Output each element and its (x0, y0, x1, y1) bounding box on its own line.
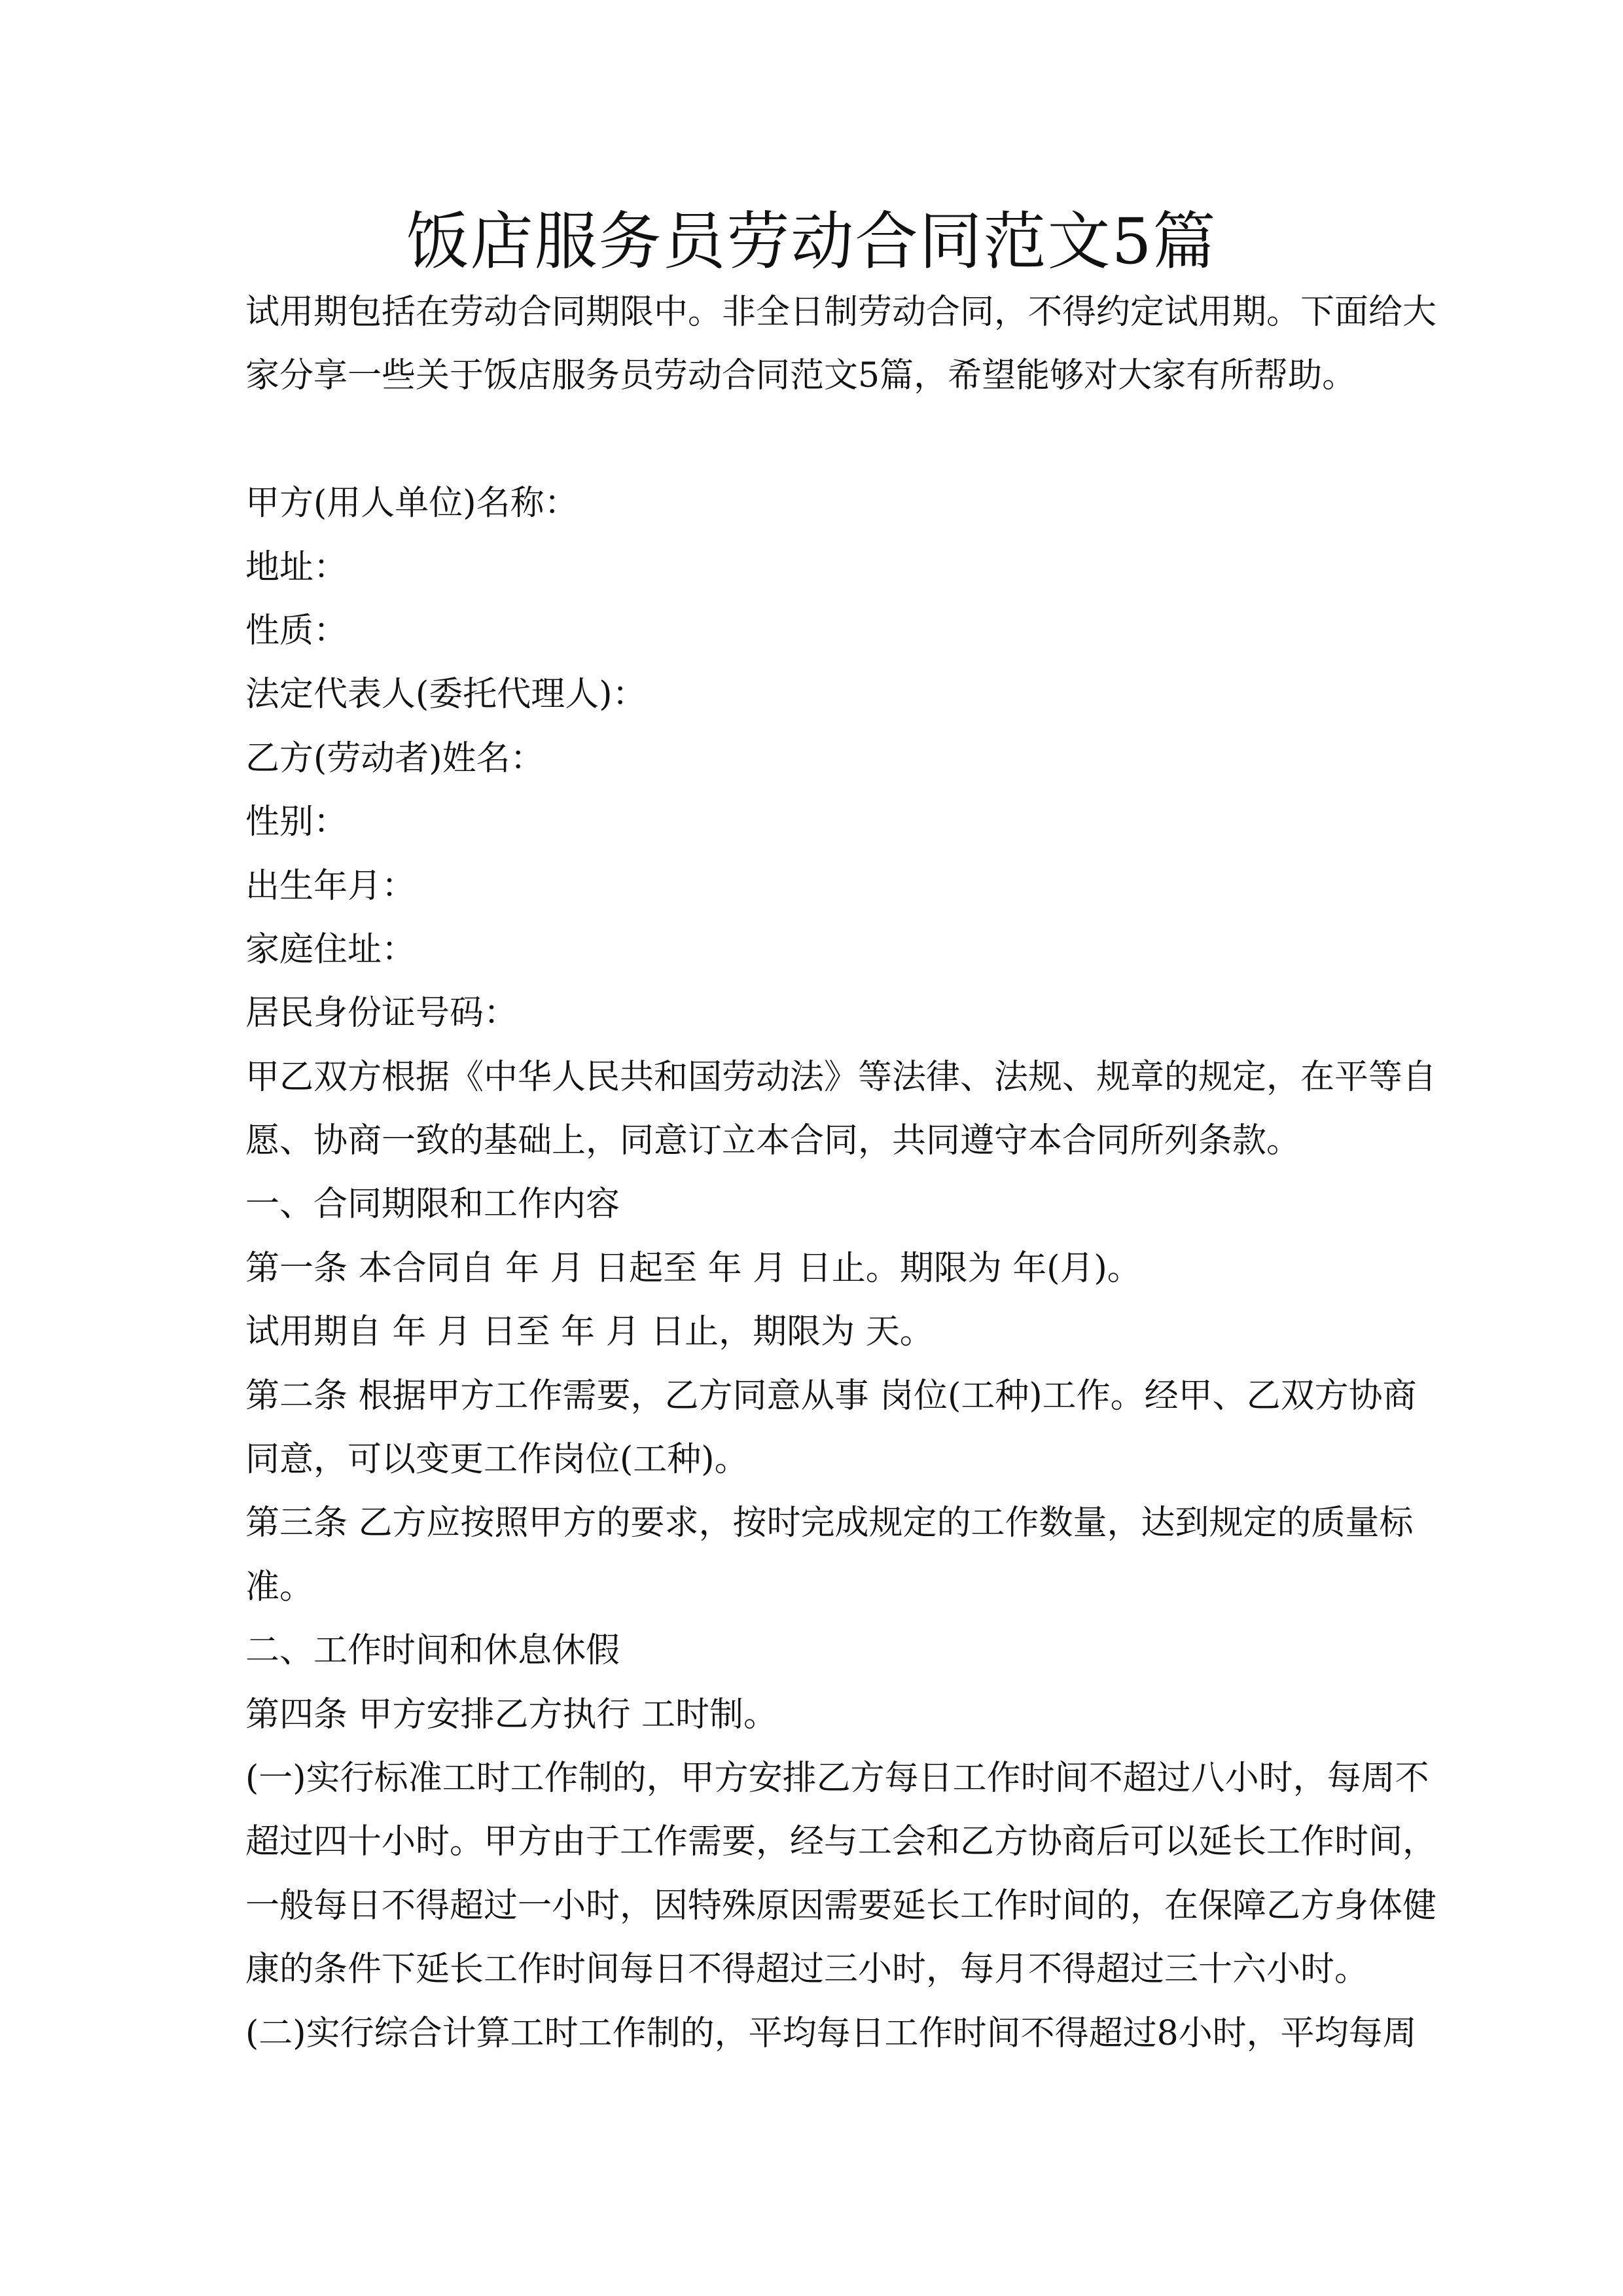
text-line: 家分享一些关于饭店服务员劳动合同范文5篇，希望能够对大家有所帮助。 (245, 356, 1357, 396)
text-line: 第一条 本合同自 年 月 日起至 年 月 日止。期限为 年(月)。 (245, 1248, 1141, 1288)
text-line: 愿、协商一致的基础上，同意订立本合同，共同遵守本合同所列条款。 (245, 1121, 1301, 1161)
text-line: 试用期包括在劳动合同期限中。非全日制劳动合同，不得约定试用期。下面给大 (245, 293, 1437, 332)
text-line: 一般每日不得超过一小时，因特殊原因需要延长工作时间的，在保障乙方身体健 (245, 1886, 1437, 1926)
text-line: 第四条 甲方安排乙方执行 工时制。 (245, 1695, 778, 1734)
text-line: 居民身份证号码： (245, 994, 518, 1033)
text-line: 第三条 乙方应按照甲方的要求，按时完成规定的工作数量，达到规定的质量标 (245, 1503, 1414, 1543)
text-line: 试用期自 年 月 日至 年 月 日止，期限为 天。 (245, 1312, 934, 1352)
text-line: 二、工作时间和休息休假 (245, 1631, 620, 1671)
text-line: 甲乙双方根据《中华人民共和国劳动法》等法律、法规、规章的规定，在平等自 (245, 1057, 1437, 1097)
text-line: 甲方(用人单位)名称： (245, 484, 579, 524)
text-line: 乙方(劳动者)姓名： (245, 738, 544, 778)
text-line: (二)实行综合计算工时工作制的，平均每日工作时间不得超过8小时，平均每周 (245, 2013, 1417, 2053)
text-line: 性质： (245, 611, 348, 651)
document-title: 饭店服务员劳动合同范文5篇 (406, 205, 1217, 278)
text-line: (一)实行标准工时工作制的，甲方安排乙方每日工作时间不超过八小时，每周不 (245, 1758, 1429, 1798)
text-line: 第二条 根据甲方工作需要，乙方同意从事 岗位(工种)工作。经甲、乙双方协商 (245, 1376, 1417, 1416)
text-line: 一、合同期限和工作内容 (245, 1185, 620, 1225)
text-line (245, 408, 1381, 472)
text-line: 同意，可以变更工作岗位(工种)。 (245, 1440, 749, 1480)
document-body (245, 281, 1437, 2066)
text-line: 准。 (245, 1567, 314, 1607)
text-line: 性别： (245, 802, 348, 842)
text-line: 出生年月： (245, 866, 416, 906)
text-line: 超过四十小时。甲方由于工作需要，经与工会和乙方协商后可以延长工作时间， (245, 1822, 1437, 1862)
text-line: 法定代表人(委托代理人)： (245, 675, 647, 715)
text-line: 地址： (245, 547, 348, 587)
text-line: 康的条件下延长工作时间每日不得超过三小时，每月不得超过三十六小时。 (245, 1950, 1369, 1990)
text-line: 家庭住址： (245, 929, 416, 969)
